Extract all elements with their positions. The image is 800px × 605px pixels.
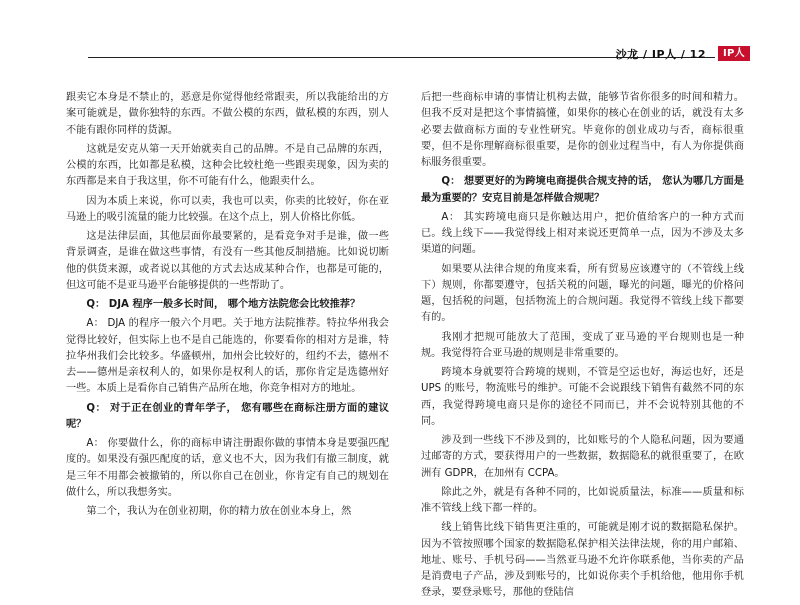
body-paragraph: 跟卖它本身是不禁止的，恶意是你觉得他经常跟卖，所以我能给出的方案可能就是，做你独特的东西。不做公模的东西，做私模的东西，别人不能有跟你同样的货源。: [66, 92, 389, 136]
body-paragraph: 除此之外，就是有各种不同的，比如说质量法，标准——质量和标准不管线上线下都一样的。: [421, 486, 744, 514]
body-paragraph: 涉及到一些线下不涉及到的，比如账号的个人隐私问题，因为要通过邮寄的方式，要获得用户的一些数据，数据隐私的就很重要了，在欧洲有 GDPR，在加州有 CCPA。: [421, 435, 744, 479]
question-paragraph: Q： 对于正在创业的青年学子， 您有哪些在商标注册方面的建议呢？: [66, 402, 389, 430]
body-paragraph: 跨境本身就要符合跨境的规则，不管是空运也好，海运也好，还是 UPS 的账号，物流账号的维护。可能不会说跟线下销售有截然不同的东西，我觉得跨境电商只是你的途径不同而已，并不会说特别其他的不同。: [421, 367, 744, 427]
running-title: 沙龙 / IP人 / 12: [615, 48, 706, 61]
left-column: [66, 90, 389, 523]
question-paragraph: Q： DJA 程序一般多长时间， 哪个地方法院您会比较推荐？: [86, 299, 361, 310]
page-header: [0, 0, 800, 70]
body-paragraph: A： DJA 的程序一般六个月吧。关于地方法院推荐。特拉华州我会觉得比较好，但实际上也不是自己能选的，你要看你的相对方是谁，特拉华州我们会比较多。华盛顿州，加州会比较好的，纽约不去，德州不去——德州是亲权利人的，如果你是权利人的话，那你肯定是选德州好一些。本质上是看你自己销售产品所在地，你竞争相对方的地址。: [66, 318, 389, 395]
right-column: [421, 90, 744, 605]
section-badge: IP人: [718, 46, 750, 61]
body-paragraph: 这就是安克从第一天开始就卖自己的品牌。不是自己品牌的东西，公模的东西，比如都是私模，这种会比较杜绝一些跟卖现象，因为卖的东西都是来自于我这里，你不可能有什么，他跟卖什么。: [66, 143, 389, 188]
body-paragraph: 第二个，我认为在创业初期，你的精力放在创业本身上，然: [86, 506, 352, 517]
question-paragraph: Q： 想要更好的为跨境电商提供合规支持的话， 您认为哪几方面是最为重要的？安克目前是怎样做合规呢？: [421, 176, 744, 204]
body-paragraph: A： 其实跨境电商只是你触达用户，把价值给客户的一种方式而已。线上线下——我觉得线上相对来说还更简单一点，因为不涉及太多渠道的问题。: [421, 211, 744, 256]
body-paragraph: 线上销售比线下销售更注重的，可能就是刚才说的数据隐私保护。因为不管按照哪个国家的数据隐私保护相关法律法规，你的用户邮箱、地址、账号、手机号码——当然亚马逊不允许你联系他，当你卖的产品是消费电子产品，涉及到账号的，比如说你卖个手机给他，他用你手机登录，要登录账号，那他的登陆信: [421, 522, 744, 599]
body-paragraph: A： 你要做什么，你的商标申请注册跟你做的事情本身是要强匹配度的。如果没有强匹配度的话，意义也不大，因为我们有撤三制度，就是三年不用都会被撤销的，所以你自己在创业，你肯定有自己的规划在做什么，所以我想务实。: [66, 438, 389, 498]
body-paragraph: 这是法律层面，其他层面你最要紧的，是看竞争对手是谁，做一些背景调查，是谁在做这些事情，有没有一些其他反制措施。比如说切断他的供货来源，或者说以其他的方式去达成某种合作，也都是可能的，但这可能不是亚马逊平台能够提供的一些帮助了。: [66, 231, 389, 291]
body-paragraph: 我刚才把规可能放大了范围，变成了亚马逊的平台规则也是一种规。我觉得符合亚马逊的规则是非常重要的。: [421, 331, 744, 359]
body-paragraph: 因为本质上来说，你可以卖，我也可以卖，你卖的比较好，你在亚马逊上的吸引流量的能力比较强。在这个点上，别人价格比你低。: [66, 195, 389, 223]
body-paragraph: 如果要从法律合规的角度来看，所有贸易应该遵守的（不管线上线下）规则，你都要遵守，包括关税的问题，曝光的问题，曝光的价格问题，包括税的问题，包括物流上的合规问题。我觉得不管线上线下都要有的。: [421, 263, 744, 324]
body-paragraph: 后把一些商标申请的事情让机构去做，能够节省你很多的时间和精力。但我不反对是把这个事情搞懂，如果你的核心在创业的话，就没有太多必要去做商标方面的专业性研究。毕竟你的创业成功与否，商标很重要，但不是你理解商标很重要，是你的创业过程当中，有人为你提供商标服务很重要。: [421, 92, 744, 168]
